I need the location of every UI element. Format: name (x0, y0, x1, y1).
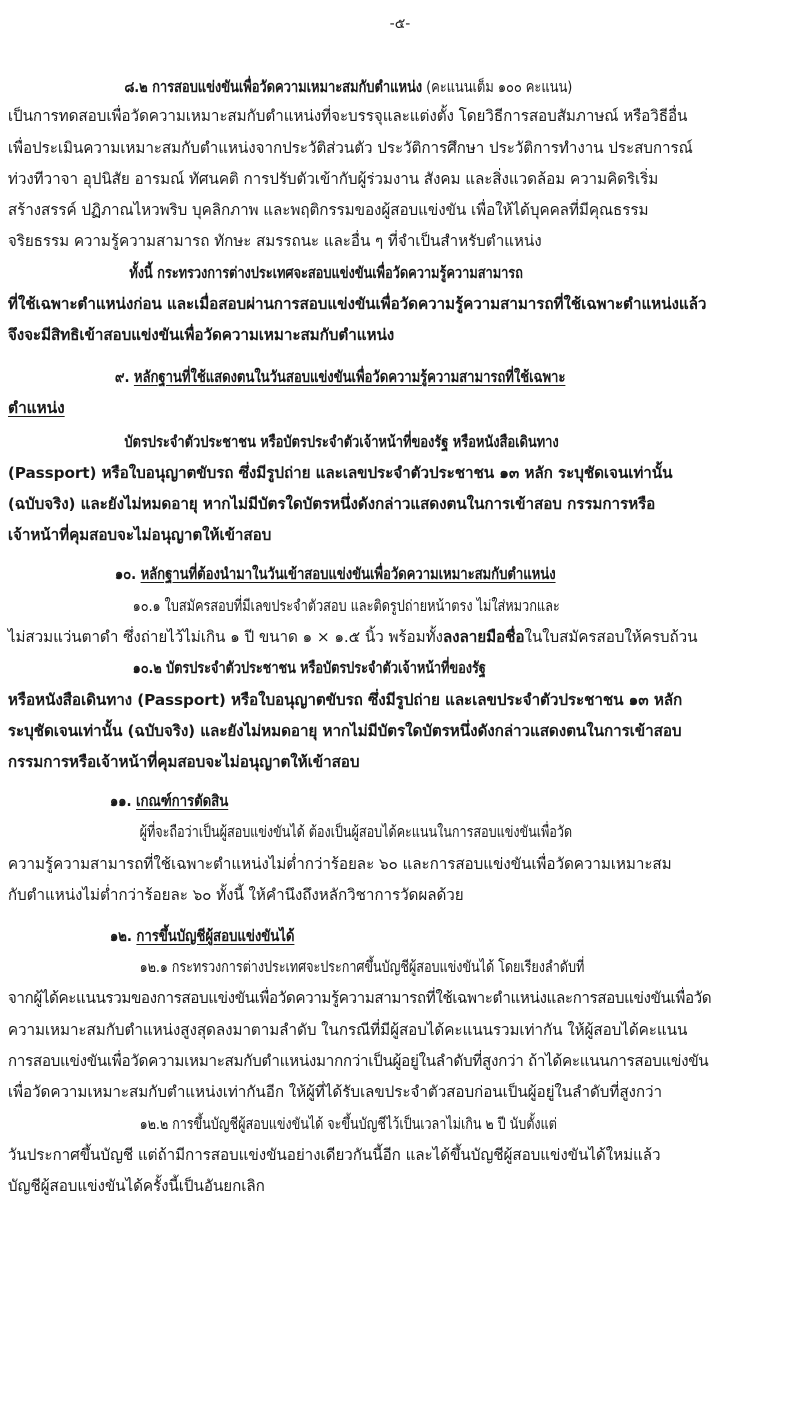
paragraph-line: สร้างสรรค์ ปฏิภาณไหวพริบ บุคลิกภาพ และพฤติกรรมของผู้สอบแข่งขัน เพื่อให้ได้บุคคลที่มีคุณธรรม (7, 201, 649, 219)
paragraph-line: ๑๒.๒ การขึ้นบัญชีผู้สอบแข่งขันได้ จะขึ้นบัญชีไว้เป็นเวลาไม่เกิน ๒ ปี นับตั้งแต่ (139, 1115, 557, 1133)
paragraph-line: วันประกาศขึ้นบัญชี แต่ถ้ามีการสอบแข่งขันอย่างเดียวกันนี้อีก และได้ขึ้นบัญชีผู้สอบแข่งขันได้ใหม่แล้ว (7, 1146, 661, 1164)
section-8-2-title: ๘.๒ การสอบแข่งขันเพื่อวัดความเหมาะสมกับตำแหน่ง (124, 78, 423, 96)
paragraph-line: ๑๐.๑ ใบสมัครสอบที่มีเลขประจำตัวสอบ และติดรูปถ่ายหน้าตรง ไม่ใส่หมวกและ (132, 597, 560, 615)
section-10-heading (0, 562, 796, 586)
paragraph-line: ผู้ที่จะถือว่าเป็นผู้สอบแข่งขันได้ ต้องเป็นผู้สอบได้คะแนนในการสอบแข่งขันเพื่อวัด (139, 823, 573, 841)
paragraph-line: จากผู้ได้คะแนนรวมของการสอบแข่งขันเพื่อวัดความรู้ความสามารถที่ใช้เฉพาะตำแหน่งและการสอบแข่งขันเพื่อวัด (7, 989, 712, 1007)
section-10-title: หลักฐานที่ต้องนำมาในวันเข้าสอบแข่งขันเพื่อวัดความเหมาะสมกับตำแหน่ง (140, 565, 556, 583)
section-8-2-score: (คะแนนเต็ม ๑๐๐ คะแนน) (422, 78, 573, 96)
text-run-bold: ลงลายมือชื่อ (442, 628, 525, 646)
paragraph-line: ความเหมาะสมกับตำแหน่งสูงสุดลงมาตามลำดับ ในกรณีที่มีผู้สอบได้คะแนนรวมเท่ากัน ให้ผู้สอบได้คะแนน (7, 1021, 688, 1039)
paragraph-line: ท่วงทีวาจา อุปนิสัย อารมณ์ ทัศนคติ การปรับตัวเข้ากับผู้ร่วมงาน สังคม และสิ่งแวดล้อม ความคิดริเริ่ม (7, 170, 659, 188)
section-9-heading (0, 365, 796, 389)
paragraph-line: กรรมการหรือเจ้าหน้าที่คุมสอบจะไม่อนุญาตให้เข้าสอบ (7, 753, 360, 771)
note-line: ทั้งนี้ กระทรวงการต่างประเทศจะสอบแข่งขันเพื่อวัดความรู้ความสามารถ (129, 264, 523, 282)
paragraph-line: บัญชีผู้สอบแข่งขันได้ครั้งนี้เป็นอันยกเลิก (7, 1177, 265, 1195)
section-12-number: ๑๒. (109, 927, 137, 945)
paragraph-line: ระบุชัดเจนเท่านั้น (ฉบับจริง) และยังไม่หมดอายุ หากไม่มีบัตรใดบัตรหนึ่งดังกล่าวแสดงตนในการเข้าสอบ (7, 722, 682, 740)
text-run: ไม่สวมแว่นตาดำ ซึ่งถ่ายไว้ไม่เกิน ๑ ปี ขนาด ๑ × ๑.๕ นิ้ว พร้อมทั้ง (7, 628, 443, 646)
section-9-title-cont: ตำแหน่ง (8, 399, 65, 417)
page-number: -๕- (389, 16, 411, 32)
section-11-title: เกณฑ์การตัดสิน (136, 792, 229, 810)
section-9-number: ๙. (114, 368, 134, 386)
paragraph-line: (ฉบับจริง) และยังไม่หมดอายุ หากไม่มีบัตรใดบัตรหนึ่งดังกล่าวแสดงตนในการเข้าสอบ กรรมการหรือ (7, 495, 656, 513)
paragraph-line: เพื่อประเมินความเหมาะสมกับตำแหน่งจากประวัติส่วนตัว ประวัติการศึกษา ประวัติการทำงาน ประสบการณ์ (7, 139, 693, 157)
section-8-2-heading (0, 75, 796, 99)
section-12-heading (0, 924, 796, 948)
section-12-title: การขึ้นบัญชีผู้สอบแข่งขันได้ (136, 927, 295, 945)
section-11-number: ๑๑. (109, 792, 137, 810)
paragraph-line: จริยธรรม ความรู้ความสามารถ ทักษะ สมรรถนะ และอื่น ๆ ที่จำเป็นสำหรับตำแหน่ง (7, 232, 542, 250)
paragraph-line: กับตำแหน่งไม่ต่ำกว่าร้อยละ ๖๐ ทั้งนี้ ให้คำนึงถึงหลักวิชาการวัดผลด้วย (7, 886, 464, 904)
paragraph-line: เป็นการทดสอบเพื่อวัดความเหมาะสมกับตำแหน่งที่จะบรรจุและแต่งตั้ง โดยวิธีการสอบสัมภาษณ์ หรือวิธีอื่น (7, 107, 688, 125)
paragraph-line: เพื่อวัดความเหมาะสมกับตำแหน่งเท่ากันอีก ให้ผู้ที่ได้รับเลขประจำตัวสอบก่อนเป็นผู้อยู่ในลำดับที่สูงกว่า (7, 1083, 662, 1101)
section-10-number: ๑๐. (114, 565, 141, 583)
note-line: ที่ใช้เฉพาะตำแหน่งก่อน และเมื่อสอบผ่านการสอบแข่งขันเพื่อวัดความรู้ความสามารถที่ใช้เฉพาะตำแหน่งแล้ว (7, 295, 707, 313)
paragraph-line: ความรู้ความสามารถที่ใช้เฉพาะตำแหน่งไม่ต่ำกว่าร้อยละ ๖๐ และการสอบแข่งขันเพื่อวัดความเหมาะสม (7, 855, 672, 873)
paragraph-line: การสอบแข่งขันเพื่อวัดความเหมาะสมกับตำแหน่งมากกว่าเป็นผู้อยู่ในลำดับที่สูงกว่า ถ้าได้คะแนนการสอบแข่งขัน (7, 1052, 709, 1070)
paragraph-line: ๑๐.๒ บัตรประจำตัวประชาชน หรือบัตรประจำตัวเจ้าหน้าที่ของรัฐ (132, 659, 486, 677)
paragraph-line: เจ้าหน้าที่คุมสอบจะไม่อนุญาตให้เข้าสอบ (7, 526, 272, 544)
section-11-heading (0, 789, 796, 813)
paragraph-line (0, 625, 796, 649)
paragraph-line: (Passport) หรือใบอนุญาตขับรถ ซึ่งมีรูปถ่าย และเลขประจำตัวประชาชน ๑๓ หลัก ระบุชัดเจนเท่านั้น (7, 464, 673, 482)
text-run: ในใบสมัครสอบให้ครบถ้วน (524, 628, 698, 646)
paragraph-line: ๑๒.๑ กระทรวงการต่างประเทศจะประกาศขึ้นบัญชีผู้สอบแข่งขันได้ โดยเรียงลำดับที่ (139, 958, 585, 976)
note-line: จึงจะมีสิทธิเข้าสอบแข่งขันเพื่อวัดความเหมาะสมกับตำแหน่ง (7, 326, 395, 344)
paragraph-line: บัตรประจำตัวประชาชน หรือบัตรประจำตัวเจ้าหน้าที่ของรัฐ หรือหนังสือเดินทาง (124, 433, 559, 451)
section-9-title: หลักฐานที่ใช้แสดงตนในวันสอบแข่งขันเพื่อวัดความรู้ความสามารถที่ใช้เฉพาะ (133, 368, 566, 386)
paragraph-line: หรือหนังสือเดินทาง (Passport) หรือใบอนุญาตขับรถ ซึ่งมีรูปถ่าย และเลขประจำตัวประชาชน ๑๓ หลัก (7, 691, 683, 709)
